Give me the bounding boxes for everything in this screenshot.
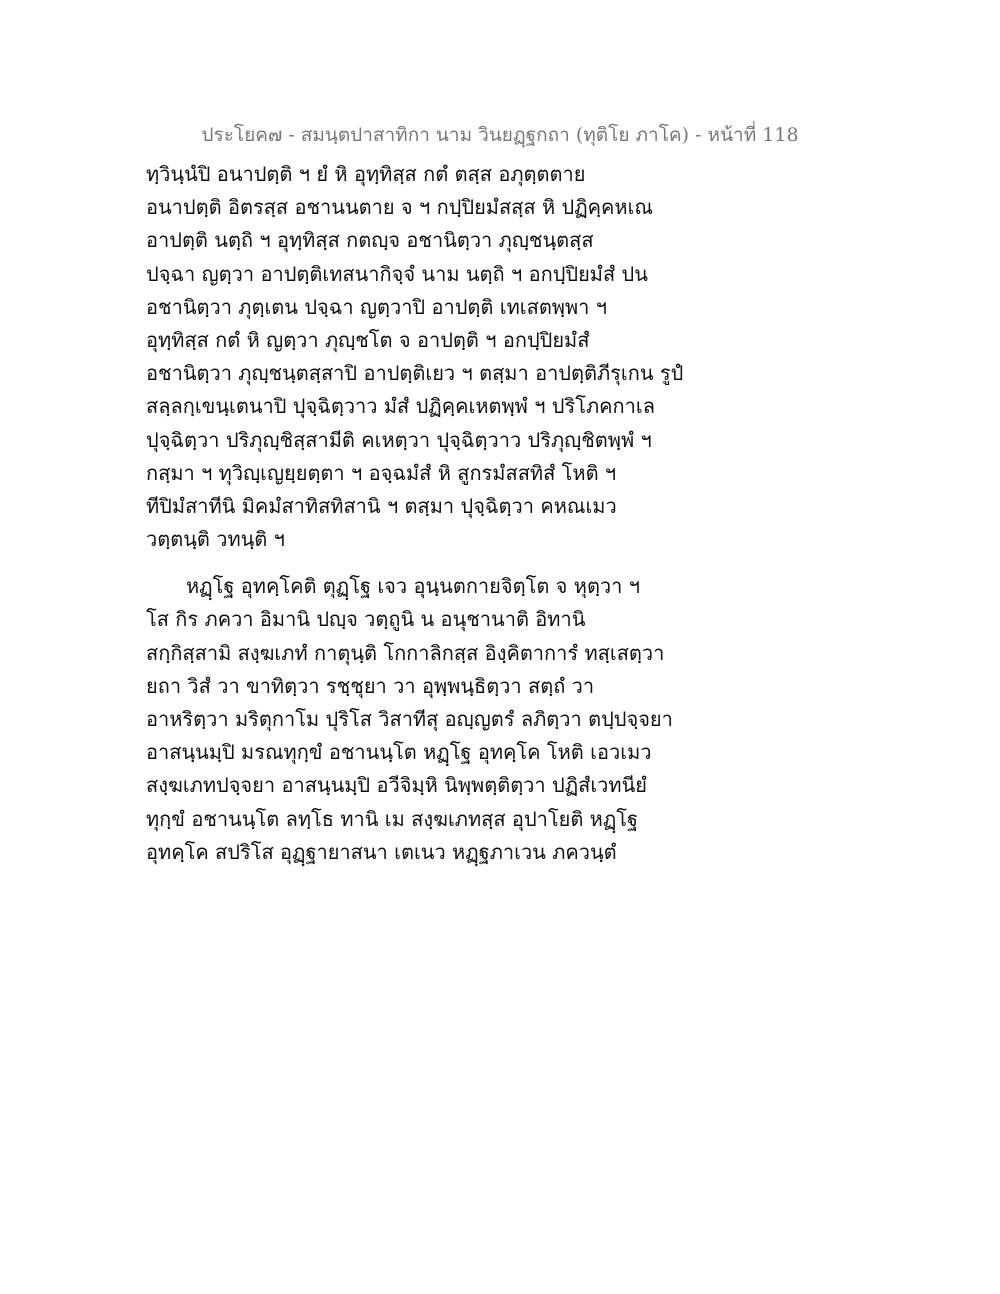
text-line: อาหริตฺวา มริตุกาโม ปุริโส วิสาทีสุ อญฺญตรํ ลภิตฺวา ตปฺปจฺจยา xyxy=(146,707,673,731)
text-line: อาปตฺติ นตฺถิ ฯ อุทฺทิสฺส กตญฺจ อชานิตฺวา ภุญฺชนฺตสฺส xyxy=(146,228,594,253)
text-line: ทีปิมํสาทีนิ มิคมํสาทิสทิสานิ ฯ ตสฺมา ปุจฺฉิตฺวา คหณเมว xyxy=(146,493,617,518)
text-line: อชานิตฺวา ภุตฺเตน ปจฺฉา ญตฺวาปิ อาปตฺติ เทเสตพฺพา ฯ xyxy=(146,294,607,319)
running-head: ประโยค๗ - สมนฺตปาสาทิกา นาม วินยฏฺฐกถา (ทุติโย ภาโค) - หน้าที่ 118 xyxy=(201,124,799,146)
text-line: วตฺตนฺติ วทนฺติ ฯ xyxy=(146,527,285,552)
text-line: อนาปตฺติ อิตรสฺส อชานนตาย จ ฯ กปฺปิยมํสสฺส หิ ปฏิคฺคหเณ xyxy=(146,195,653,220)
text-line: อาสนฺนมฺปิ มรณทุกฺขํ อชานนฺโต หฏฺโฐ อุทคฺโค โหติ เอวเมว xyxy=(146,740,652,765)
text-line-indented: หฏฺโฐ อุทคฺโคติ ตุฏฺโฐ เจว อุนฺนตกายจิตฺโต จ หุตฺวา ฯ xyxy=(186,574,640,599)
text-line: ทฺวินฺนํปิ อนาปตฺติ ฯ ยํ หิ อุทฺทิสฺส กตํ ตสฺส อภุตฺตตาย xyxy=(146,162,586,186)
paragraph-2 xyxy=(146,570,866,869)
text-line: อชานิตฺวา ภุญฺชนฺตสฺสาปิ อาปตฺติเยว ฯ ตสฺมา อาปตฺติภีรุเกน รูปํ xyxy=(146,361,684,386)
text-line: สลฺลกฺเขนฺเตนาปิ ปุจฺฉิตฺวาว มํสํ ปฏิคฺคเหตพฺพํ ฯ ปริโภคกาเล xyxy=(146,394,655,419)
text-line: ปุจฺฉิตฺวา ปริภุญฺชิสฺสามีติ คเหตฺวา ปุจฺฉิตฺวาว ปริภุญฺชิตพฺพํ ฯ xyxy=(146,427,652,452)
text-line: กสฺมา ฯ ทุวิญฺเญยฺยตฺตา ฯ อจฺฉมํสํ หิ สูกรมํสสทิสํ โหติ ฯ xyxy=(146,460,617,485)
text-line: ปจฺฉา ญตฺวา อาปตฺติเทสนากิจฺจํ นาม นตฺถิ ฯ อกปฺปิยมํสํ ปน xyxy=(146,261,648,286)
text-line: ทุกฺขํ อชานนฺโต ลทฺโธ ทานิ เม สงฺฆเภทสฺส อุปาโยติ หฏฺโฐ xyxy=(146,806,639,831)
text-line: สกฺกิสฺสามิ สงฺฆเภทํ กาตุนฺติ โกกาลิกสฺส อิงฺคิตาการํ ทสฺเสตฺวา xyxy=(146,640,665,665)
text-line: ยถา วิสํ วา ขาทิตฺวา รชฺชุยา วา อุพฺพนฺธิตฺวา สตฺถํ วา xyxy=(146,673,595,698)
text-line: อุทฺทิสฺส กตํ หิ ญตฺวา ภุญฺชโต จ อาปตฺติ ฯ อกปฺปิยมํสํ xyxy=(146,327,590,352)
text-line: อุทคฺโค สปริโส อุฏฺฐายาสนา เตเนว หฏฺฐภาเวน ภควนฺตํ xyxy=(146,839,617,864)
paragraph-1 xyxy=(146,158,866,556)
paragraph-gap xyxy=(146,556,866,570)
page-body xyxy=(146,158,866,869)
text-line: โส กิร ภควา อิมานิ ปญฺจ วตฺถูนิ น อนุชานาติ อิทานิ xyxy=(146,607,586,632)
text-line: สงฺฆเภทปจฺจยา อาสนฺนมฺปิ อวีจิมฺหิ นิพฺพตฺติตฺวา ปฏิสํเวทนียํ xyxy=(146,773,647,798)
